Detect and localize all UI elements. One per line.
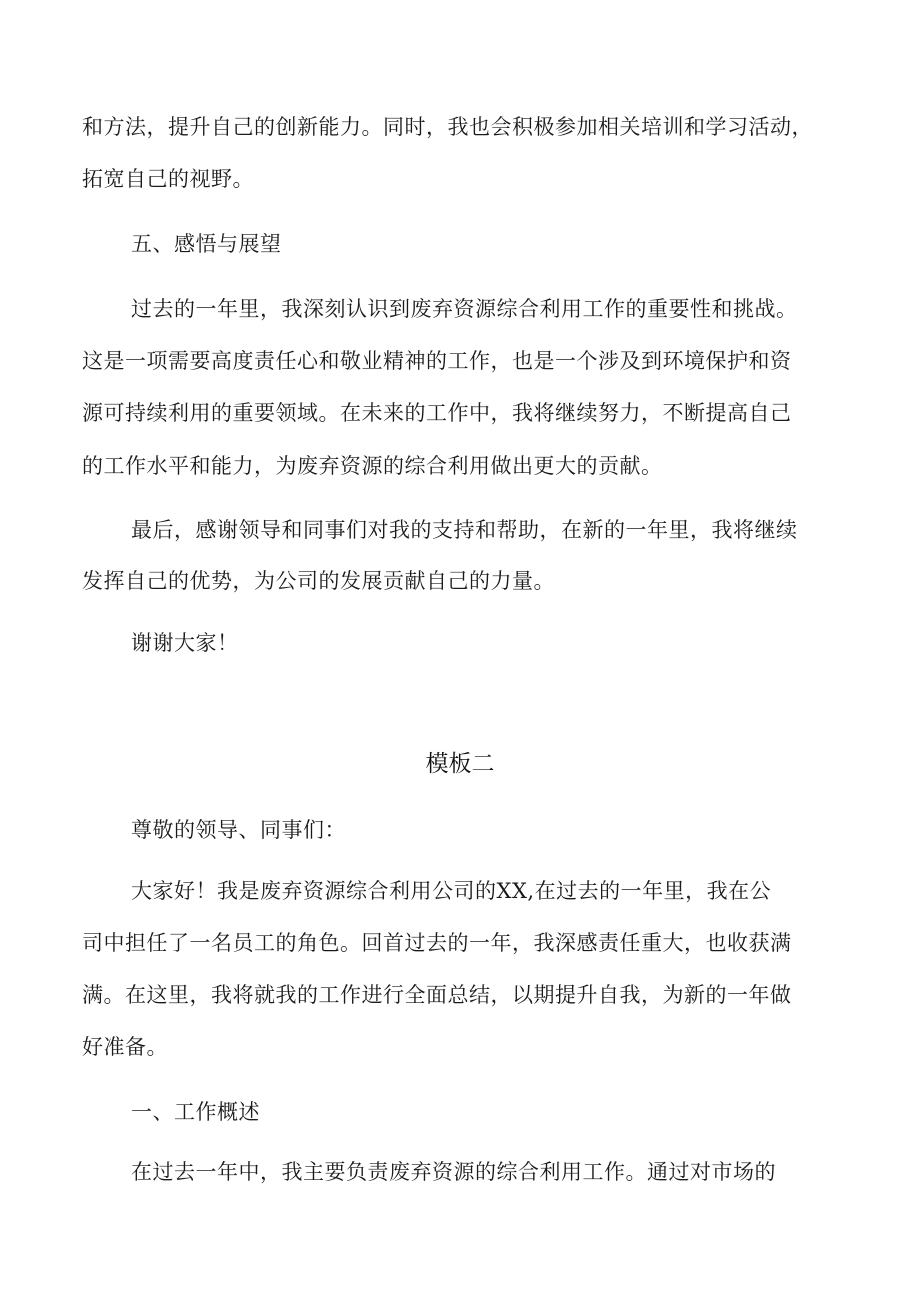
paragraph-line: 源可持续利用的重要领域。在未来的工作中，我将继续努力，不断提高自己: [82, 401, 792, 425]
paragraph-line: 这是一项需要高度责任心和敬业精神的工作，也是一个涉及到环境保护和资: [82, 349, 792, 373]
paragraph-line: 拓宽自己的视野。: [82, 167, 254, 191]
template-heading: 模板二: [425, 751, 495, 777]
section-heading: 五、感悟与展望: [131, 232, 282, 256]
section-heading: 一、工作概述: [131, 1100, 260, 1124]
paragraph-line: 在过去一年中，我主要负责废弃资源的综合利用工作。通过对市场的: [131, 1160, 776, 1184]
closing-line: 谢谢大家！: [131, 631, 239, 655]
paragraph-line: 司中担任了一名员工的角色。回首过去的一年，我深感责任重大，也收获满: [82, 931, 792, 955]
paragraph-line: 发挥自己的优势，为公司的发展贡献自己的力量。: [82, 569, 555, 593]
paragraph-line: 好准备。: [82, 1035, 168, 1059]
paragraph-line: 满。在这里，我将就我的工作进行全面总结，以期提升自我，为新的一年做: [82, 983, 792, 1007]
paragraph-line: 的工作水平和能力，为废弃资源的综合利用做出更大的贡献。: [82, 454, 663, 478]
paragraph-line: 大家好！我是废弃资源综合利用公司的XX,在过去的一年里，我在公: [131, 879, 772, 903]
greeting-line: 尊敬的领导、同事们：: [131, 818, 346, 842]
paragraph-line: 和方法，提升自己的创新能力。同时，我也会积极参加相关培训和学习活动，: [82, 115, 813, 139]
paragraph-line: 最后，感谢领导和同事们对我的支持和帮助，在新的一年里，我将继续: [131, 518, 798, 542]
paragraph-line: 过去的一年里，我深刻认识到废弃资源综合利用工作的重要性和挑战。: [131, 297, 798, 321]
